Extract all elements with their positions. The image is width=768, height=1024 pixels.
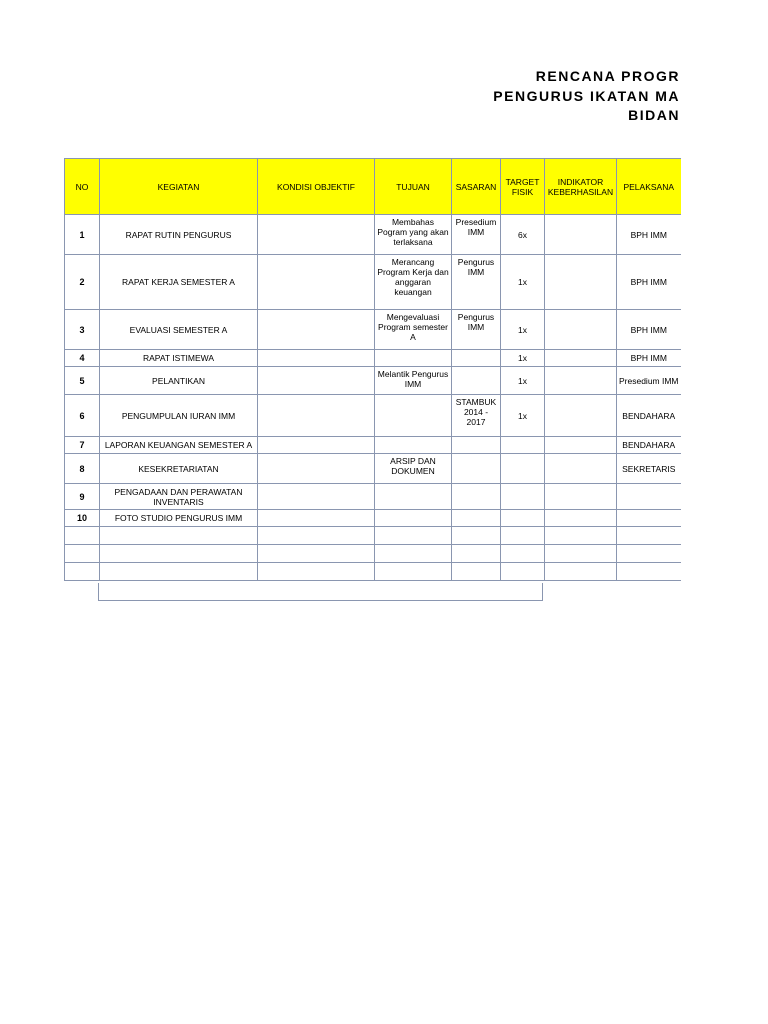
cell-target: 1x	[501, 367, 545, 395]
header-sasaran: SASARAN	[452, 159, 501, 215]
header-indikator-line2: KEBERHASILAN	[547, 186, 614, 197]
program-table	[64, 158, 681, 581]
header-tujuan: TUJUAN	[375, 159, 452, 215]
cell-sasaran	[452, 350, 501, 367]
table-row	[65, 395, 681, 437]
cell-tujuan	[375, 510, 452, 527]
cell-target	[501, 510, 545, 527]
cell-pelaksana: Presedium IMM	[617, 367, 681, 395]
empty-cell	[501, 545, 545, 563]
cell-kondisi	[258, 437, 375, 454]
cell-pelaksana: BENDAHARA	[617, 437, 681, 454]
cell-pelaksana: BENDAHARA	[617, 395, 681, 437]
cell-indikator	[545, 215, 617, 255]
cell-no: 7	[65, 437, 100, 454]
table-row	[65, 255, 681, 310]
cell-no: 5	[65, 367, 100, 395]
table-row	[65, 484, 681, 510]
cell-indikator	[545, 454, 617, 484]
cell-kegiatan: PENGADAAN DAN PERAWATAN INVENTARIS	[100, 484, 258, 510]
table-row	[65, 215, 681, 255]
title-line-3: BIDAN	[628, 107, 680, 123]
cell-kondisi	[258, 484, 375, 510]
cell-kegiatan: LAPORAN KEUANGAN SEMESTER A	[100, 437, 258, 454]
empty-cell	[258, 545, 375, 563]
cell-sasaran: Pengurus IMM	[452, 255, 501, 310]
cell-indikator	[545, 310, 617, 350]
cell-no: 4	[65, 350, 100, 367]
cell-indikator	[545, 395, 617, 437]
empty-cell	[258, 527, 375, 545]
cell-indikator	[545, 510, 617, 527]
cell-tujuan: ARSIP DAN DOKUMEN	[375, 454, 452, 484]
empty-cell	[65, 563, 100, 581]
cell-kegiatan: KESEKRETARIATAN	[100, 454, 258, 484]
cell-target: 1x	[501, 395, 545, 437]
cell-no: 3	[65, 310, 100, 350]
cell-kegiatan: PELANTIKAN	[100, 367, 258, 395]
title-line-2: PENGURUS IKATAN MA	[493, 88, 680, 104]
cell-kondisi	[258, 395, 375, 437]
empty-cell	[545, 545, 617, 563]
empty-cell	[617, 527, 681, 545]
cell-indikator	[545, 255, 617, 310]
cell-no: 8	[65, 454, 100, 484]
empty-cell	[501, 527, 545, 545]
cell-tujuan	[375, 395, 452, 437]
table-row	[65, 367, 681, 395]
header-kegiatan: KEGIATAN	[100, 159, 258, 215]
cell-indikator	[545, 437, 617, 454]
cell-kondisi	[258, 454, 375, 484]
title-line-1: RENCANA PROGR	[535, 68, 680, 84]
cell-kegiatan: RAPAT ISTIMEWA	[100, 350, 258, 367]
empty-row	[65, 545, 681, 563]
cell-tujuan: Merancang Program Kerja dan anggaran keuangan	[375, 255, 452, 310]
empty-cell	[100, 563, 258, 581]
table-row	[65, 510, 681, 527]
cell-tujuan	[375, 350, 452, 367]
empty-cell	[452, 527, 501, 545]
cell-target: 1x	[501, 255, 545, 310]
cell-kegiatan: EVALUASI SEMESTER A	[100, 310, 258, 350]
cell-target	[501, 454, 545, 484]
cell-kondisi	[258, 310, 375, 350]
cell-indikator	[545, 484, 617, 510]
cell-pelaksana: BPH IMM	[617, 215, 681, 255]
cell-kondisi	[258, 367, 375, 395]
cell-kegiatan: PENGUMPULAN IURAN IMM	[100, 395, 258, 437]
empty-cell	[452, 563, 501, 581]
cell-target: 1x	[501, 350, 545, 367]
header-target	[501, 159, 545, 215]
cell-sasaran	[452, 437, 501, 454]
empty-cell	[375, 563, 452, 581]
header-kondisi: KONDISI OBJEKTIF	[258, 159, 375, 215]
cell-pelaksana	[617, 510, 681, 527]
cell-no: 6	[65, 395, 100, 437]
header-indikator	[545, 159, 617, 215]
cell-tujuan	[375, 484, 452, 510]
empty-cell	[501, 563, 545, 581]
cell-tujuan: Melantik Pengurus IMM	[375, 367, 452, 395]
empty-cell	[617, 563, 681, 581]
cell-no: 9	[65, 484, 100, 510]
header-target-line1: TARGET	[505, 176, 540, 187]
header-row	[65, 159, 681, 215]
cell-sasaran	[452, 484, 501, 510]
cell-target: 1x	[501, 310, 545, 350]
cell-sasaran	[452, 367, 501, 395]
table-row	[65, 350, 681, 367]
table-row	[65, 437, 681, 454]
cell-no: 2	[65, 255, 100, 310]
header-indikator-line1: INDIKATOR	[557, 176, 604, 187]
empty-cell	[452, 545, 501, 563]
empty-cell	[65, 527, 100, 545]
cell-pelaksana: BPH IMM	[617, 310, 681, 350]
cell-kegiatan: RAPAT RUTIN PENGURUS	[100, 215, 258, 255]
cell-no: 1	[65, 215, 100, 255]
table-row	[65, 454, 681, 484]
empty-cell	[375, 545, 452, 563]
empty-cell	[100, 545, 258, 563]
cell-kegiatan: RAPAT KERJA SEMESTER A	[100, 255, 258, 310]
header-pelaksana: PELAKSANA	[617, 159, 681, 215]
empty-cell	[100, 527, 258, 545]
footer-box	[98, 583, 543, 601]
cell-tujuan: Membahas Pogram yang akan terlaksana	[375, 215, 452, 255]
cell-sasaran: STAMBUK 2014 - 2017	[452, 395, 501, 437]
empty-cell	[545, 563, 617, 581]
table-row	[65, 310, 681, 350]
empty-cell	[375, 527, 452, 545]
header-target-line2: FISIK	[511, 186, 534, 197]
cell-kondisi	[258, 510, 375, 527]
header-no: NO	[65, 159, 100, 215]
cell-pelaksana: BPH IMM	[617, 350, 681, 367]
cell-kegiatan: FOTO STUDIO PENGURUS IMM	[100, 510, 258, 527]
empty-cell	[545, 527, 617, 545]
cell-kondisi	[258, 215, 375, 255]
cell-pelaksana: BPH IMM	[617, 255, 681, 310]
cell-kondisi	[258, 350, 375, 367]
cell-kondisi	[258, 255, 375, 310]
empty-cell	[258, 563, 375, 581]
cell-target	[501, 484, 545, 510]
cell-sasaran	[452, 454, 501, 484]
cell-sasaran: Pengurus IMM	[452, 310, 501, 350]
cell-no: 10	[65, 510, 100, 527]
cell-indikator	[545, 350, 617, 367]
empty-row	[65, 563, 681, 581]
cell-sasaran	[452, 510, 501, 527]
empty-row	[65, 527, 681, 545]
cell-indikator	[545, 367, 617, 395]
cell-target: 6x	[501, 215, 545, 255]
empty-cell	[65, 545, 100, 563]
cell-sasaran: Presedium IMM	[452, 215, 501, 255]
cell-pelaksana	[617, 484, 681, 510]
cell-tujuan: Mengevaluasi Program semester A	[375, 310, 452, 350]
empty-cell	[617, 545, 681, 563]
cell-target	[501, 437, 545, 454]
cell-tujuan	[375, 437, 452, 454]
cell-pelaksana: SEKRETARIS	[617, 454, 681, 484]
